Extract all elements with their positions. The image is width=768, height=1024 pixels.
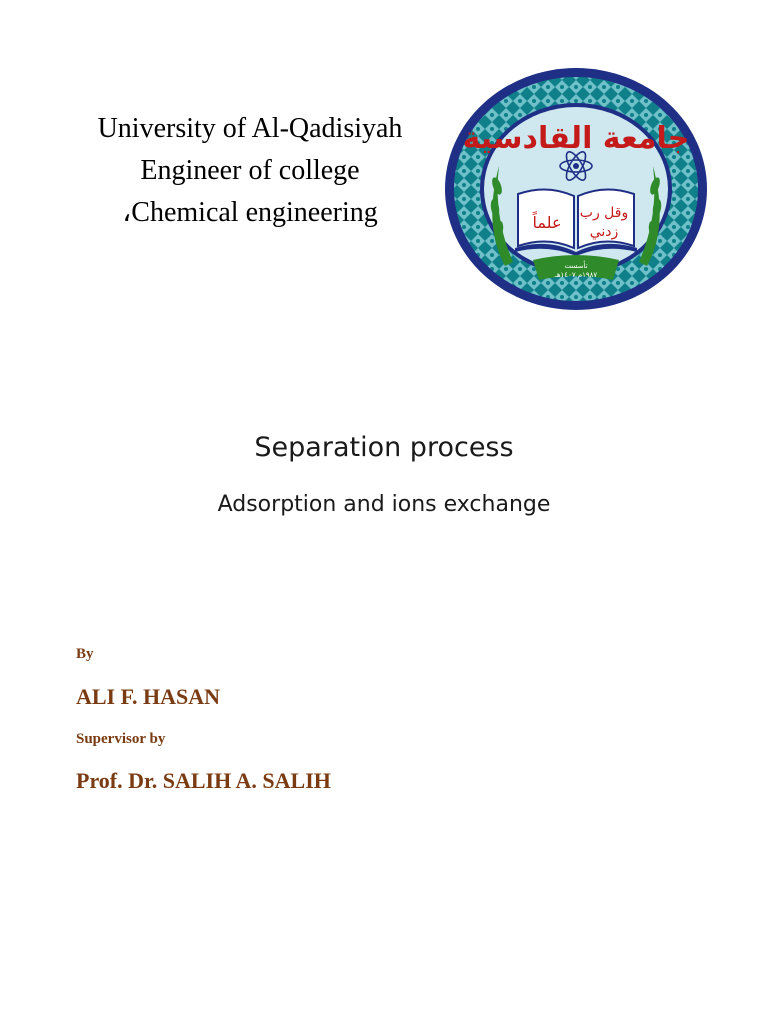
supervisor-label: Supervisor by xyxy=(76,731,166,747)
supervisor-name: Prof. Dr. SALIH A. SALIH xyxy=(76,768,331,793)
document-subtitle: Adsorption and ions exchange xyxy=(217,492,551,517)
logo-founded-line1: تأسست xyxy=(564,262,588,270)
author-name: ALI F. HASAN xyxy=(76,684,221,709)
university-name: University of Al-Qadisiyah xyxy=(97,113,403,144)
department-name: ،Chemical engineering xyxy=(122,197,378,228)
logo-verse-line2: زدني xyxy=(589,224,619,240)
logo-verse-line1: وقل رب xyxy=(579,205,629,221)
college-name: Engineer of college xyxy=(140,155,360,186)
header-block xyxy=(60,108,440,234)
logo-founded-line2: ١٩٨٧م ١٤٠٧هـ xyxy=(554,271,598,279)
document-title: Separation process xyxy=(254,432,514,463)
university-logo-icon xyxy=(443,66,709,312)
by-label: By xyxy=(76,646,94,662)
logo-verse-line3: علماً xyxy=(532,213,562,232)
logo-arabic-name: جامعة القادسية xyxy=(462,121,690,156)
